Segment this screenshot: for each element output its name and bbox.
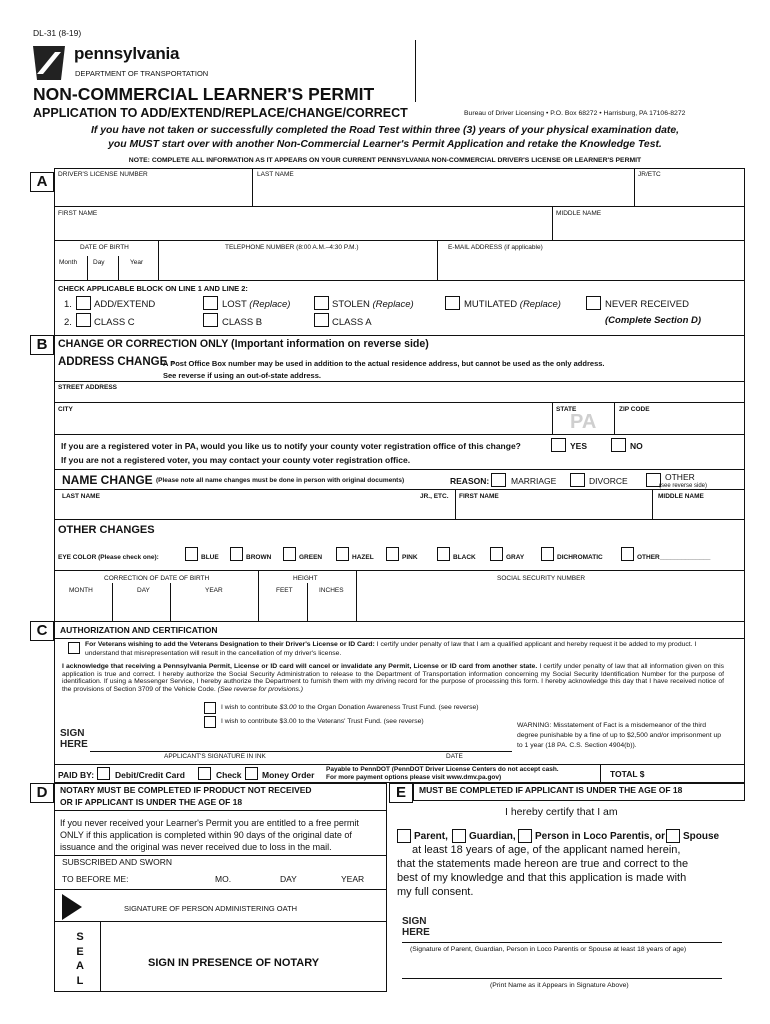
eye-black-checkbox[interactable] <box>437 547 450 561</box>
never-received-label: NEVER RECEIVED <box>605 299 689 310</box>
check-block-title: CHECK APPLICABLE BLOCK ON LINE 1 AND LINE 2: <box>58 284 248 293</box>
parent-signature-field[interactable] <box>402 910 722 942</box>
middle-name-label: MIDDLE NAME <box>556 210 602 217</box>
brand-name: pennsylvania <box>74 44 180 63</box>
consent-text-1: at least 18 years of age, of the applicant named herein, <box>412 844 681 856</box>
last-name-input[interactable] <box>252 168 634 207</box>
eye-brown-checkbox[interactable] <box>230 547 243 561</box>
to-before-me-label: TO BEFORE ME: <box>62 874 129 884</box>
authorization-title: AUTHORIZATION AND CERTIFICATION <box>60 625 218 635</box>
acknowledgement-text: I acknowledge that receiving a Pennsylvania Permit, License or ID card will cancel or invalidate any Permit, License or ID card from another state. I certify under penalty of law that all information given on this application is true and correct. I hereby authorize the Social Security Administration to release to the Department of Transportation information concerning my Social Security Identification Number for the purpose of identification. If using a Messenger Service, I hereby authorize the Department to furnish them with my driving record for the purpose of processing this form. I hereby acknowledge this day that I have received notice of the provisions of Section 3709 of the Vehicle Code. (See reverse for provisions.) <box>62 663 725 694</box>
email-label: E-MAIL ADDRESS (if applicable) <box>448 244 543 251</box>
section-e-marker: E <box>389 783 413 803</box>
guardian-checkbox[interactable] <box>452 829 466 843</box>
mutilated-checkbox[interactable] <box>445 296 460 310</box>
print-name-field[interactable] <box>402 960 722 978</box>
new-last-name-input[interactable] <box>54 500 455 519</box>
correction-month-label: MONTH <box>69 587 93 594</box>
jr-etc-label: JR/ETC <box>638 171 661 178</box>
organ-donation-checkbox[interactable] <box>204 702 216 714</box>
correction-day-label: DAY <box>137 587 150 594</box>
keystone-logo-icon <box>31 44 67 82</box>
paid-by-label: PAID BY: <box>58 770 95 780</box>
add-extend-label: ADD/EXTEND <box>94 299 156 310</box>
bureau-address: Bureau of Driver Licensing • P.O. Box 68272 • Harrisburg, PA 17106-8272 <box>464 110 686 117</box>
new-middle-name-input[interactable] <box>652 500 745 519</box>
eye-pink-label: PINK <box>402 554 418 561</box>
eye-green-checkbox[interactable] <box>283 547 296 561</box>
name-change-title: NAME CHANGE <box>62 473 153 487</box>
voter-yes-label: YES <box>570 441 588 451</box>
free-permit-note: If you never received your Learner's Permit you are entitled to a free permit ONLY if this application is completed within 90 days of the original date of issuance and the original was never received due to loss in the mail. <box>60 818 359 852</box>
city-label: CITY <box>58 406 73 413</box>
voter-no-checkbox[interactable] <box>611 438 626 452</box>
eye-black-label: BLACK <box>453 554 476 561</box>
voter-no-label: NO <box>630 441 643 451</box>
section-c-marker: C <box>30 621 54 641</box>
dob-label: DATE OF BIRTH <box>80 244 129 251</box>
jr-etc-input[interactable] <box>634 168 745 207</box>
parent-sign-here-indicator: SIGN HERE <box>402 916 430 938</box>
guardian-label: Guardian, <box>469 831 516 842</box>
email-input[interactable] <box>437 252 745 280</box>
parent-signature-label: (Signature of Parent, Guardian, Person in Loco Parentis or Spouse at least 18 years of age) <box>410 946 687 953</box>
ssn-label: SOCIAL SECURITY NUMBER <box>497 575 586 582</box>
dob-day-label: Day <box>93 259 105 266</box>
notary-year-label: YEAR <box>341 874 365 884</box>
new-first-name-input[interactable] <box>455 500 652 519</box>
eye-color-label: EYE COLOR (Please check one): <box>58 554 159 561</box>
feet-label: FEET <box>276 587 293 594</box>
money-order-checkbox[interactable] <box>245 767 258 780</box>
other-changes-title: OTHER CHANGES <box>58 524 155 536</box>
see-reverse-note: (see reverse side) <box>659 483 708 489</box>
address-note-2: See reverse if using an out-of-state address. <box>163 371 321 380</box>
road-test-warning-1: If you have not taken or successfully completed the Road Test within three (3) years of your physical examination date, <box>91 125 679 136</box>
add-extend-checkbox[interactable] <box>76 296 91 310</box>
street-address-input[interactable] <box>54 381 745 402</box>
first-name-label: FIRST NAME <box>58 210 98 217</box>
certify-text: I hereby certify that I am <box>505 806 618 818</box>
section-b-marker: B <box>30 335 54 355</box>
divorce-checkbox[interactable] <box>570 473 585 487</box>
form-subtitle: APPLICATION TO ADD/EXTEND/REPLACE/CHANGE/CORRECT <box>33 106 408 120</box>
consent-text-2: that the statements made hereon are true and correct to the <box>397 858 689 870</box>
eye-blue-checkbox[interactable] <box>185 547 198 561</box>
debit-credit-checkbox[interactable] <box>97 767 110 780</box>
eye-pink-checkbox[interactable] <box>386 547 399 561</box>
consent-text-3: best of my knowledge and that this application is made with <box>397 872 687 884</box>
form-number: DL-31 (8-19) <box>33 28 82 38</box>
notary-seal-area[interactable] <box>101 922 386 991</box>
eye-gray-label: GRAY <box>506 554 525 561</box>
voter-question: If you are a registered voter in PA, would you like us to notify your county voter registration office of this change? <box>61 441 521 451</box>
marriage-checkbox[interactable] <box>491 473 506 487</box>
veterans-fund-text: I wish to contribute $3.00 to the Veterans' Trust Fund. (see reverse) <box>221 718 424 725</box>
section-d-marker: D <box>30 783 54 803</box>
applicant-signature-field[interactable] <box>90 718 420 750</box>
parent-checkbox[interactable] <box>397 829 411 843</box>
first-name-input[interactable] <box>54 206 552 240</box>
divorce-label: DIVORCE <box>589 476 628 486</box>
new-first-name-label: FIRST NAME <box>459 493 499 500</box>
eye-gray-checkbox[interactable] <box>490 547 503 561</box>
eye-green-label: GREEN <box>299 554 323 561</box>
eye-hazel-checkbox[interactable] <box>336 547 349 561</box>
correction-year-label: YEAR <box>205 587 223 594</box>
reason-label: REASON: <box>450 476 490 486</box>
dob-year-label: Year <box>130 259 144 266</box>
city-input[interactable] <box>54 402 552 434</box>
complete-section-d-note: (Complete Section D) <box>605 315 702 326</box>
eye-blue-label: BLUE <box>201 554 219 561</box>
class-c-label: CLASS C <box>94 317 135 328</box>
line-2-number: 2. <box>64 317 72 328</box>
marriage-label: MARRIAGE <box>511 476 557 486</box>
class-a-checkbox[interactable] <box>314 313 329 327</box>
address-change-title: ADDRESS CHANGE - <box>58 356 175 368</box>
notary-title-2: OR IF APPLICANT IS UNDER THE AGE OF 18 <box>60 797 243 807</box>
spouse-label: Spouse <box>683 831 720 842</box>
new-middle-name-label: MIDDLE NAME <box>658 493 704 500</box>
eye-dichromatic-label: DICHROMATIC <box>557 554 603 561</box>
veterans-text: For Veterans wishing to add the Veterans Designation to their Driver's License or ID Card: I certify under penalty of law that I am a qualified applicant and hereby request it be added to my product. I understand that misrepresentation will result in the cancellation of my driver's license. <box>85 641 697 657</box>
height-label: HEIGHT <box>293 575 318 582</box>
class-b-label: CLASS B <box>222 317 263 328</box>
loco-parentis-checkbox[interactable] <box>518 829 532 843</box>
sign-in-presence-label: SIGN IN PRESENCE OF NOTARY <box>148 957 320 969</box>
notary-mo-label: MO. <box>215 874 232 884</box>
dob-month-label: Month <box>59 259 78 266</box>
eye-dichromatic-checkbox[interactable] <box>541 547 554 561</box>
total-input[interactable] <box>660 765 744 782</box>
voter-note: If you are not a registered voter, you may contact your county voter registration office. <box>61 455 411 465</box>
last-name-label: LAST NAME <box>257 171 294 178</box>
payment-note: Payable to PennDOT (PennDOT Driver License Centers do not accept cash. For more payment options please visit www.dmv.pa.gov) <box>326 766 559 781</box>
section-b-title: CHANGE OR CORRECTION ONLY (Important information on reverse side) <box>58 338 429 350</box>
stolen-checkbox[interactable] <box>314 296 329 310</box>
zip-code-input[interactable] <box>614 402 745 434</box>
notary-day-label: DAY <box>280 874 297 884</box>
subscribed-label: SUBSCRIBED AND SWORN <box>62 857 173 867</box>
new-jr-etc-label: JR., ETC. <box>420 493 449 500</box>
sign-arrow-icon <box>62 894 82 920</box>
reason-other-label: OTHER <box>665 472 695 482</box>
seal-text: S E A L <box>76 931 84 987</box>
eye-hazel-label: HAZEL <box>352 554 374 561</box>
mutilated-label: MUTILATED (Replace) <box>464 299 561 310</box>
class-c-checkbox[interactable] <box>76 313 91 327</box>
dob-correction-label: CORRECTION OF DATE OF BIRTH <box>104 575 210 582</box>
spouse-checkbox[interactable] <box>666 829 680 843</box>
road-test-warning-2: you MUST start over with another Non-Commercial Learner's Permit Application and retake the Knowledge Test. <box>108 139 662 150</box>
applicant-date-label: DATE <box>446 753 463 760</box>
inches-label: INCHES <box>319 587 344 594</box>
eye-other-checkbox[interactable] <box>621 547 634 561</box>
form-title: NON-COMMERCIAL LEARNER'S PERMIT <box>33 84 375 104</box>
misstatement-warning: WARNING: Misstatement of Fact is a misdemeanor of the third degree punishable by a fine of up to $2,500 and/or imprisonment up to 1 year (18 PA. C.S. Section 4904(b)). <box>517 722 722 749</box>
telephone-label: TELEPHONE NUMBER (8:00 A.M.–4:30 P.M.) <box>225 244 359 251</box>
lost-label: LOST (Replace) <box>222 299 291 310</box>
name-change-note: (Please note all name changes must be done in person with original documents) <box>156 477 405 484</box>
eye-brown-label: BROWN <box>246 554 272 561</box>
never-received-checkbox[interactable] <box>586 296 601 310</box>
money-order-label: Money Order <box>262 770 315 780</box>
dob-input[interactable] <box>54 256 158 280</box>
class-a-label: CLASS A <box>332 317 372 328</box>
consent-text-4: my full consent. <box>397 886 474 898</box>
class-b-checkbox[interactable] <box>203 313 218 327</box>
stolen-label: STOLEN (Replace) <box>332 299 414 310</box>
dl-number-label: DRIVER'S LICENSE NUMBER <box>58 171 148 178</box>
section-e-title: MUST BE COMPLETED IF APPLICANT IS UNDER THE AGE OF 18 <box>419 785 683 795</box>
eye-other-label: OTHER______________ <box>637 554 711 561</box>
address-note-1: A Post Office Box number may be used in addition to the actual residence address, but cannot be used as the only address. <box>163 359 605 368</box>
note: NOTE: COMPLETE ALL INFORMATION AS IT APPEARS ON YOUR CURRENT PENNSYLVANIA NON-COMMERCIAL DRIVER'S LICENSE OR LEARNER'S PERMIT <box>128 157 642 164</box>
section-a-marker: A <box>30 172 54 192</box>
middle-name-input[interactable] <box>552 206 745 240</box>
organ-donation-text: I wish to contribute $3.00 to the Organ Donation Awareness Trust Fund. (see reverse) <box>221 704 479 711</box>
parent-label: Parent, <box>414 831 448 842</box>
sign-here-indicator: SIGN HERE <box>60 728 88 750</box>
ssn-input[interactable] <box>356 583 745 626</box>
telephone-input[interactable] <box>158 252 437 280</box>
check-payment-label: Check <box>216 770 242 780</box>
voter-yes-checkbox[interactable] <box>551 438 566 452</box>
department-name: DEPARTMENT OF TRANSPORTATION <box>75 69 209 78</box>
applicant-date-field[interactable] <box>402 735 512 751</box>
dl-number-input[interactable] <box>54 168 252 207</box>
print-name-label: (Print Name as it Appears in Signature Above) <box>490 982 629 989</box>
new-last-name-label: LAST NAME <box>62 493 100 500</box>
state-label: STATE <box>556 406 577 413</box>
lost-checkbox[interactable] <box>203 296 218 310</box>
zip-code-label: ZIP CODE <box>619 406 650 413</box>
line-1-number: 1. <box>64 299 72 310</box>
notary-title-1: NOTARY MUST BE COMPLETED IF PRODUCT NOT RECEIVED <box>60 785 312 795</box>
veterans-designation-checkbox[interactable] <box>68 642 80 654</box>
debit-credit-label: Debit/Credit Card <box>115 770 185 780</box>
loco-parentis-label: Person in Loco Parentis, or <box>535 831 666 842</box>
street-address-label: STREET ADDRESS <box>58 384 117 391</box>
applicant-signature-label: APPLICANT'S SIGNATURE IN INK <box>164 753 266 760</box>
state-value: PA <box>570 411 597 433</box>
check-payment-checkbox[interactable] <box>198 767 211 780</box>
total-label: TOTAL $ <box>610 769 645 779</box>
oath-administrator-label: SIGNATURE OF PERSON ADMINISTERING OATH <box>124 904 298 913</box>
